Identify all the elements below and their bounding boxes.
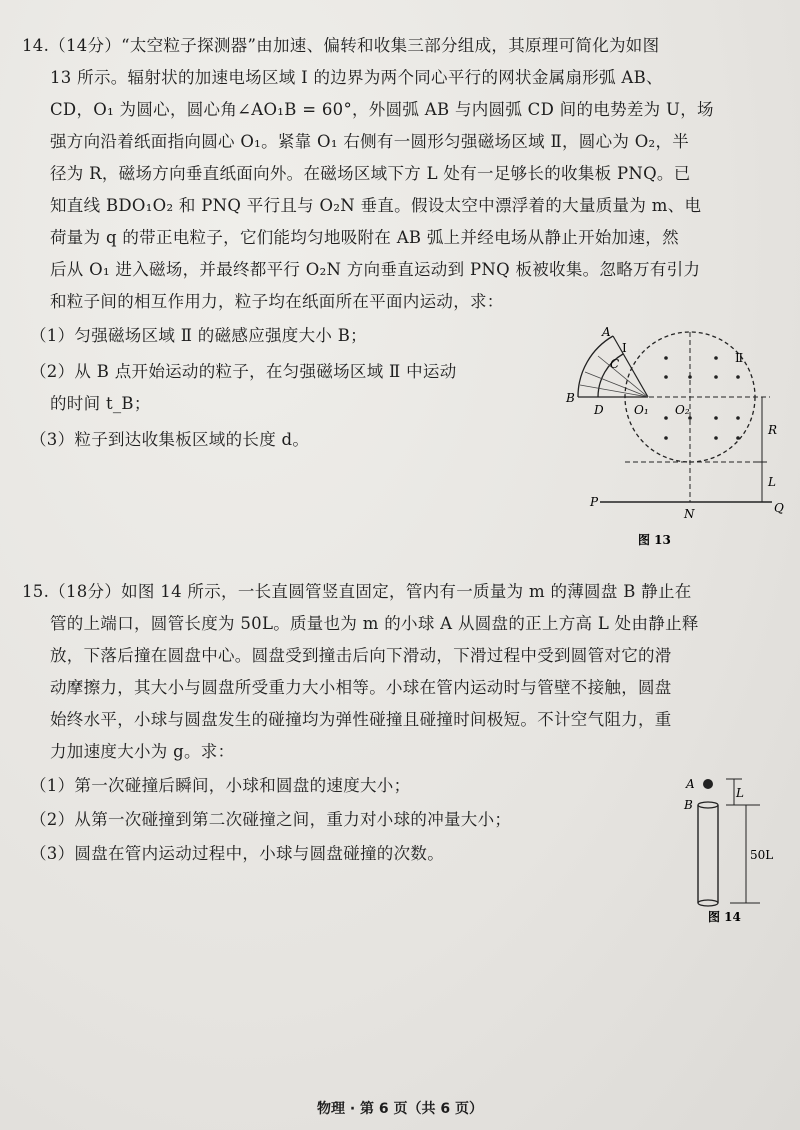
- field-line: [598, 356, 648, 397]
- q15-line-5: 始终水平，小球与圆盘发生的碰撞均为弹性碰撞且碰撞时间极短。不计空气阻力，重: [50, 710, 672, 729]
- question-15: [22, 576, 782, 870]
- figure-13-caption: 图 13: [638, 533, 671, 547]
- label-L: L: [736, 786, 744, 800]
- q14-line-9: 和粒子间的相互作用力，粒子均在纸面所在平面内运动，求：: [50, 292, 504, 311]
- q14-sub-3: （3）粒子到达收集板区域的长度 d。: [30, 430, 310, 449]
- label-L: L: [768, 475, 776, 489]
- q15-line-2: 管的上端口，圆管长度为 50L。质量也为 m 的小球 A 从圆盘的正上方高 L 处由静止释: [50, 614, 699, 633]
- label-O1: O₁: [634, 403, 649, 417]
- page-footer: 物理 · 第 6 页（共 6 页）: [316, 1101, 484, 1117]
- label-region-II: Ⅱ: [735, 351, 744, 365]
- q14-line-2: 13 所示。辐射状的加速电场区域 Ⅰ 的边界为两个同心平行的网状金属扇形弧 AB、: [50, 68, 663, 87]
- figure-14-diagram: [670, 765, 790, 925]
- label-D: D: [594, 403, 604, 417]
- field-line: [585, 372, 648, 397]
- figure-13: [540, 322, 790, 550]
- label-Q: Q: [774, 501, 784, 515]
- q15-sub-1: （1）第一次碰撞后瞬间，小球和圆盘的速度大小；: [30, 776, 411, 795]
- q14-line-6: 知直线 BDO₁O₂ 和 PNQ 平行且与 O₂N 垂直。假设太空中漂浮着的大量质量为 m、电: [50, 196, 702, 215]
- q14-line-7: 荷量为 q 的带正电粒子，它们能均匀地吸附在 AB 弧上并经电场从静止开始加速，然: [50, 228, 679, 247]
- q14-line-5: 径为 R，磁场方向垂直纸面向外。在磁场区域下方 L 处有一足够长的收集板 PNQ。已: [50, 164, 691, 183]
- disc-B: [698, 802, 718, 808]
- q14-sub-1: （1）匀强磁场区域 Ⅱ 的磁感应强度大小 B；: [30, 326, 367, 345]
- figure-14: [670, 765, 790, 925]
- label-B: B: [684, 798, 693, 812]
- label-R: R: [768, 423, 778, 437]
- q14-line-3: CD，O₁ 为圆心，圆心角∠AO₁B = 60°，外圆弧 AB 与内圆弧 CD 间的电势差为 U，场: [50, 100, 714, 119]
- q15-line-3: 放，下落后撞在圆盘中心。圆盘受到撞击后向下滑动，下滑过程中受到圆管对它的滑: [50, 646, 672, 665]
- label-B: B: [566, 391, 575, 405]
- q15-sub-3: （3）圆盘在管内运动过程中，小球与圆盘碰撞的次数。: [30, 844, 444, 863]
- q14-sub-2: （2）从 B 点开始运动的粒子，在匀强磁场区域 Ⅱ 中运动: [30, 362, 457, 381]
- label-C: C: [610, 357, 620, 371]
- q14-line-4: 强方向沿着纸面指向圆心 O₁。紧靠 O₁ 右侧有一圆形匀强磁场区域 Ⅱ，圆心为 O₂，半: [50, 132, 690, 151]
- label-50L: 50L: [750, 848, 774, 862]
- q14-sub-2-cont: 的时间 t_B；: [50, 394, 151, 413]
- label-N: N: [684, 507, 695, 521]
- label-O2: O₂: [675, 403, 690, 417]
- q15-line-4: 动摩擦力，其大小与圆盘所受重力大小相等。小球在管内运动时与管壁不接触，圆盘: [50, 678, 672, 697]
- q14-line-8: 后从 O₁ 进入磁场，并最终都平行 O₂N 方向垂直运动到 PNQ 板被收集。忽略万有引力: [50, 260, 701, 279]
- label-P: P: [590, 495, 599, 509]
- q15-line-6: 力加速度大小为 g。求：: [50, 742, 235, 761]
- label-A: A: [602, 325, 611, 339]
- field-dots: [664, 356, 740, 440]
- figure-14-caption: 图 14: [708, 910, 741, 924]
- q14-line-1: 14.（14分）“太空粒子探测器”由加速、偏转和收集三部分组成，其原理可简化为如图: [22, 36, 660, 55]
- q15-sub-2: （2）从第一次碰撞到第二次碰撞之间，重力对小球的冲量大小；: [30, 810, 512, 829]
- ball-A: [703, 779, 713, 789]
- q15-line-1: 15.（18分）如图 14 所示，一长直圆管竖直固定，管内有一质量为 m 的薄圆盘 B 静止在: [22, 582, 692, 601]
- figure-13-diagram: [540, 322, 790, 550]
- field-line: [580, 385, 648, 397]
- label-A: A: [686, 777, 695, 791]
- label-region-I: Ⅰ: [622, 341, 627, 355]
